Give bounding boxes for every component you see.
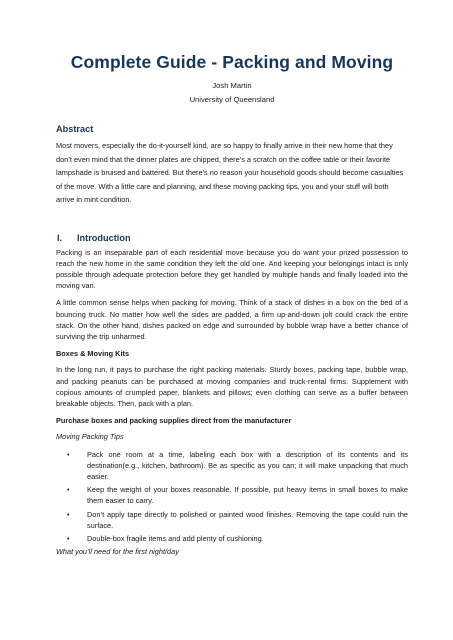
subheading: Purchase boxes and packing supplies direct from the manufacturer: [56, 416, 292, 426]
subheading: Boxes & Moving Kits: [56, 349, 130, 359]
section-title: Introduction: [77, 232, 131, 243]
list-item: [56, 484, 408, 506]
abstract-heading: Abstract: [56, 124, 94, 134]
list-item-text: Double-box fragile items and add plenty of cushioning.: [87, 533, 264, 543]
list-item-text: Pack one room at a time, labeling each box with a description of its contents and its destination(e.g., kitchen, bathroom). Be as specific as you can; it will make unpacking that much easier.: [87, 449, 408, 481]
section-heading: [56, 233, 408, 243]
list-item: [56, 533, 408, 544]
bullet-icon: •: [67, 533, 70, 543]
section-number: I.: [57, 232, 63, 243]
tips-heading: Moving Packing Tips: [56, 432, 124, 442]
list-item-text: Don’t apply tape directly to polished or painted wood finishes. Removing the tape could ruin the surface.: [87, 509, 408, 530]
bullet-icon: •: [67, 485, 70, 495]
bullet-icon: •: [67, 509, 70, 519]
list-item: [56, 509, 408, 531]
abstract-text: Most movers, especially the do-it-yourself kind, are so happy to finally arrive in their new home that they don’t even mind that the dinner plates are chipped, there’s a scratch on the coffee table or their favorite lampshade is bruised and battered. But there’s no reason your household goods should become casualties of the move. With a little care and planning, and these moving packing tips, you and your stuff will both arrive in mint condition.: [56, 141, 404, 204]
paragraph: In the long run, it pays to purchase the right packing materials. Sturdy boxes, packing tape, bubble wrap, and packing peanuts can be purchased at moving companies and truck-rental firms. Supplement with copious amounts of crumpled paper, blankets and pillows; even clothing can serve as a buffer between breakable objects. Then, pack with a plan.: [56, 365, 408, 408]
bullet-icon: •: [67, 449, 70, 459]
closing-italic-heading: What you’ll need for the first night/day: [56, 547, 179, 557]
author-name: Josh Martin: [212, 81, 252, 90]
document-title: Complete Guide - Packing and Moving: [70, 52, 394, 72]
author-affiliation: University of Queensland: [189, 94, 275, 104]
paragraph: Packing is an inseparable part of each residential move because you do want your prized possession to reach the new home in the same condition they left the old one. And keeping your belongings intact is only possible through adequate protection before they get handled by multiple hands and finally loaded into the moving van.: [56, 247, 408, 291]
list-item: [56, 449, 408, 483]
tips-list: [56, 449, 408, 545]
paragraph: A little common sense helps when packing for moving. Think of a stack of dishes in a box on the bed of a bouncing truck. No matter how well the sides are padded, a firm up-and-down jolt could crack the entire stack. On the other hand, dishes packed on edge and surrounded by bubble wrap have a better chance of surviving the trip unharmed.: [56, 298, 408, 341]
list-item-text: Keep the weight of your boxes reasonable. If possible, put heavy items in small boxes to make them easier to carry.: [87, 485, 408, 506]
